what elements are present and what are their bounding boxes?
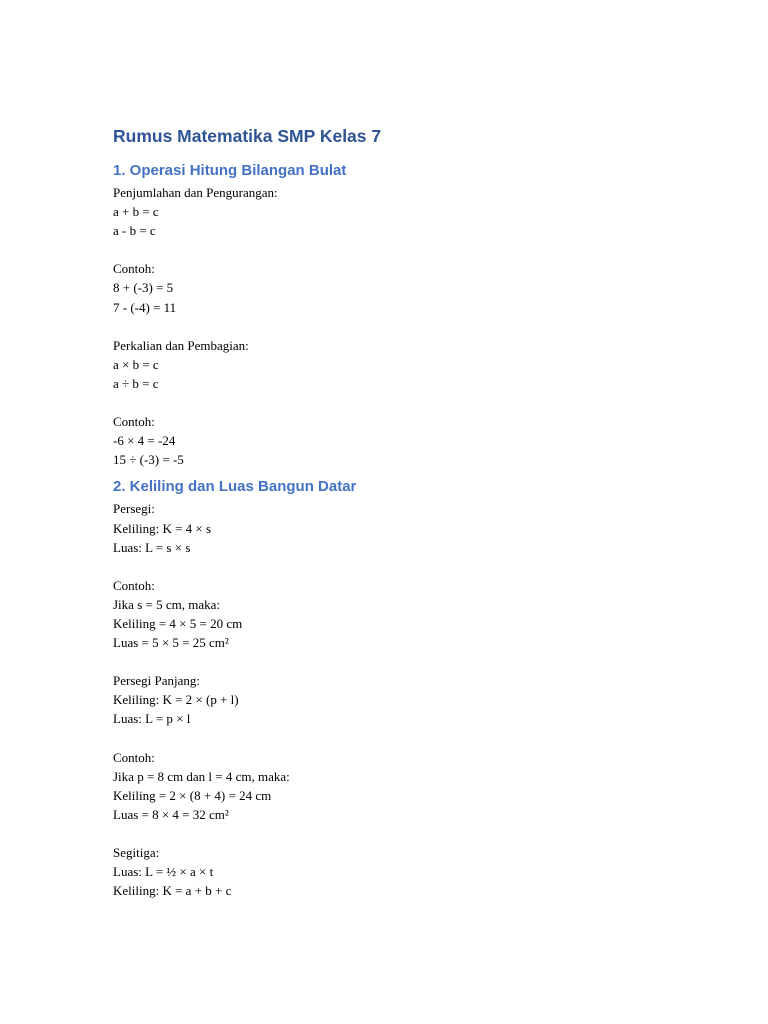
document-page (113, 122, 713, 900)
text-line: Contoh: (113, 414, 155, 430)
formula-line: Keliling: K = 4 × s (113, 520, 212, 536)
section-body (113, 499, 713, 900)
formula-line: Luas: L = s × s (113, 539, 191, 555)
document-title: Rumus Matematika SMP Kelas 7 (113, 126, 382, 146)
blank-line (113, 652, 713, 671)
text-line: Contoh: (113, 577, 155, 593)
formula-line: Luas = 8 × 4 = 32 cm² (113, 806, 229, 822)
section-heading: 2. Keliling dan Luas Bangun Datar (113, 478, 357, 496)
blank-line (113, 729, 713, 748)
section-body (113, 183, 713, 469)
text-line: Segitiga: (113, 845, 160, 861)
text-line: Jika p = 8 cm dan l = 4 cm, maka: (113, 768, 290, 784)
text-line: Contoh: (113, 749, 155, 765)
text-line: Jika s = 5 cm, maka: (113, 596, 220, 612)
formula-line: Luas: L = p × l (113, 711, 191, 727)
formula-line: a ÷ b = c (113, 375, 159, 391)
section-heading: 1. Operasi Hitung Bilangan Bulat (113, 162, 347, 179)
section-plane-figures (113, 475, 713, 900)
formula-line: Keliling: K = 2 × (p + l) (113, 692, 239, 708)
blank-line (113, 240, 713, 259)
formula-line: Luas: L = ½ × a × t (113, 864, 214, 880)
formula-line: 7 - (-4) = 11 (113, 299, 177, 315)
formula-line: Keliling: K = a + b + c (113, 883, 232, 899)
formula-line: 8 + (-3) = 5 (113, 280, 174, 296)
formula-line: 15 ÷ (-3) = -5 (113, 452, 184, 468)
blank-line (113, 824, 713, 843)
formula-line: a × b = c (113, 356, 159, 372)
blank-line (113, 393, 713, 412)
blank-line (113, 557, 713, 576)
text-line: Penjumlahan dan Pengurangan: (113, 185, 278, 200)
blank-line (113, 317, 713, 336)
formula-line: -6 × 4 = -24 (113, 433, 176, 449)
text-line: Persegi Panjang: (113, 673, 201, 689)
formula-line: a - b = c (113, 223, 156, 239)
section-integer-operations (113, 159, 713, 469)
text-line: Contoh: (113, 261, 155, 277)
text-line: Persegi: (113, 501, 155, 517)
formula-line: Luas = 5 × 5 = 25 cm² (113, 635, 229, 651)
formula-line: Keliling = 2 × (8 + 4) = 24 cm (113, 787, 272, 803)
text-line: Perkalian dan Pembagian: (113, 337, 249, 353)
formula-line: a + b = c (113, 204, 159, 220)
formula-line: Keliling = 4 × 5 = 20 cm (113, 615, 243, 631)
